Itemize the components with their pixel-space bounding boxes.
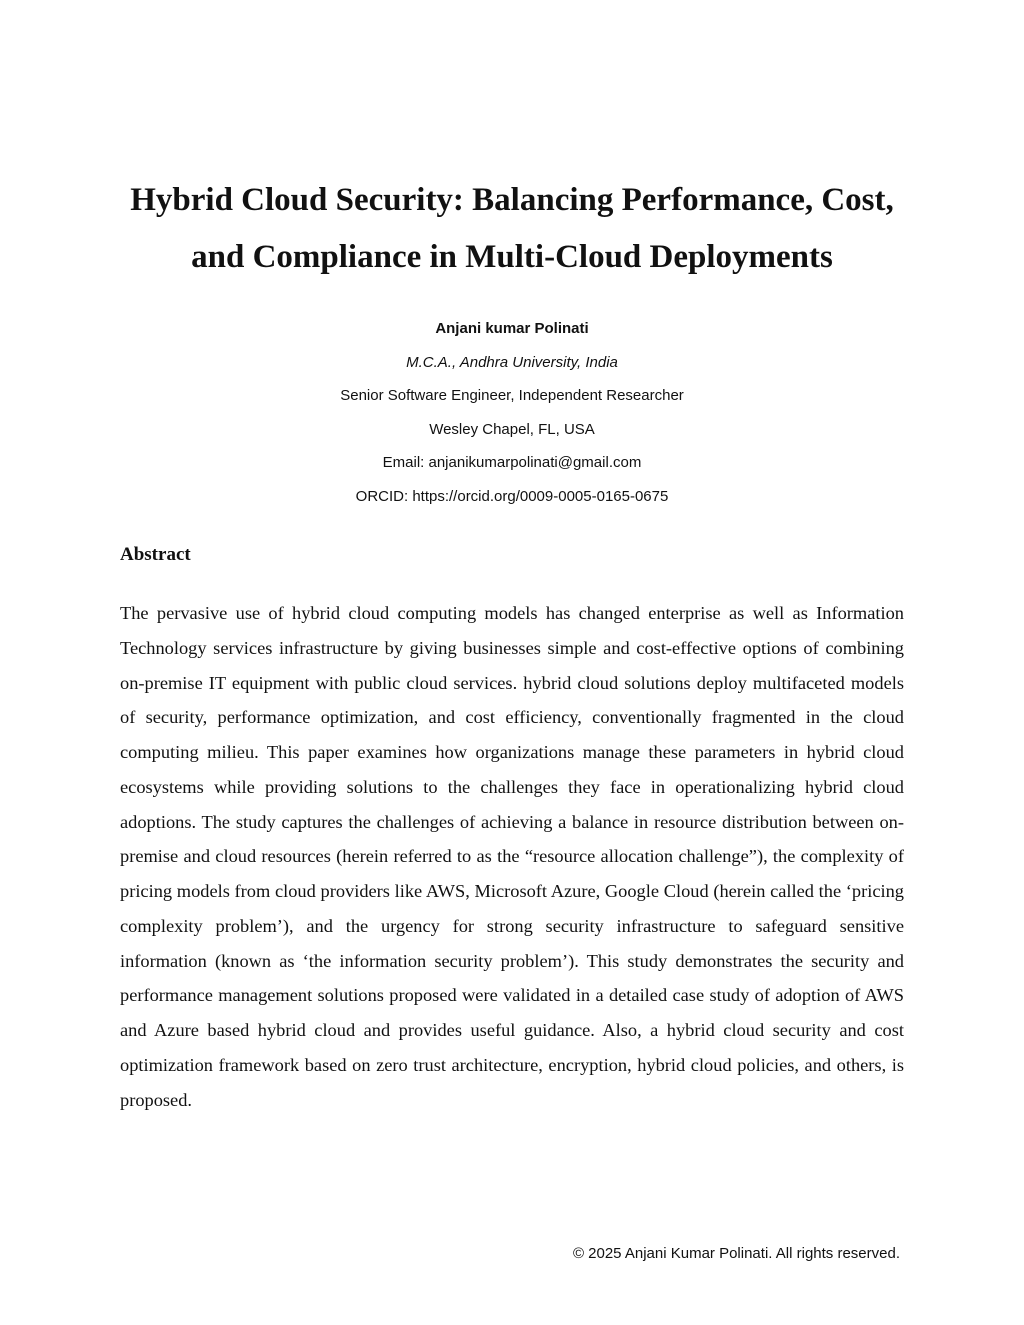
author-email: Email: anjanikumarpolinati@gmail.com <box>382 454 642 472</box>
author-orcid: ORCID: https://orcid.org/0009-0005-0165-0675 <box>355 487 669 505</box>
paper-title <box>80 172 944 286</box>
author-block <box>120 316 904 518</box>
author-name: Anjani kumar Polinati <box>435 320 589 337</box>
author-location: Wesley Chapel, FL, USA <box>429 420 595 438</box>
author-role: Senior Software Engineer, Independent Researcher <box>340 387 684 405</box>
abstract-heading: Abstract <box>120 544 191 565</box>
paper-title-line-2: and Compliance in Multi-Cloud Deployments <box>191 239 833 275</box>
copyright-footer: © 2025 Anjani Kumar Polinati. All rights reserved. <box>572 1245 900 1262</box>
paper-title-line-1: Hybrid Cloud Security: Balancing Performance, Cost, <box>130 182 894 218</box>
author-affiliation: M.C.A., Andhra University, India <box>406 353 618 371</box>
abstract-body: The pervasive use of hybrid cloud computing models has changed enterprise as well as Information Technology services infrastructure by giving businesses simple and cost-effective options of combining on-premise IT equipment with public cloud services. hybrid cloud solutions deploy multifaceted models of security, performance optimization, and cost efficiency, conventionally fragmented in the cloud computing milieu. This paper examines how organizations manage these parameters in hybrid cloud ecosystems while providing solutions to the challenges they face in operationalizing hybrid cloud adoptions. The study captures the challenges of achieving a balance in resource distribution between on-premise and cloud resources (herein referred to as the “resource allocation challenge”), the complexity of pricing models from cloud providers like AWS, Microsoft Azure, Google Cloud (herein called the ‘pricing complexity problem’), and the urgency for strong security infrastructure to safeguard sensitive information (known as ‘the information security problem’). This study demonstrates the security and performance management solutions proposed were validated in a detailed case study of adoption of AWS and Azure based hybrid cloud and provides useful guidance. Also, a hybrid cloud security and cost optimization framework based on zero trust architecture, encryption, hybrid cloud policies, and others, is proposed. <box>120 603 904 1110</box>
